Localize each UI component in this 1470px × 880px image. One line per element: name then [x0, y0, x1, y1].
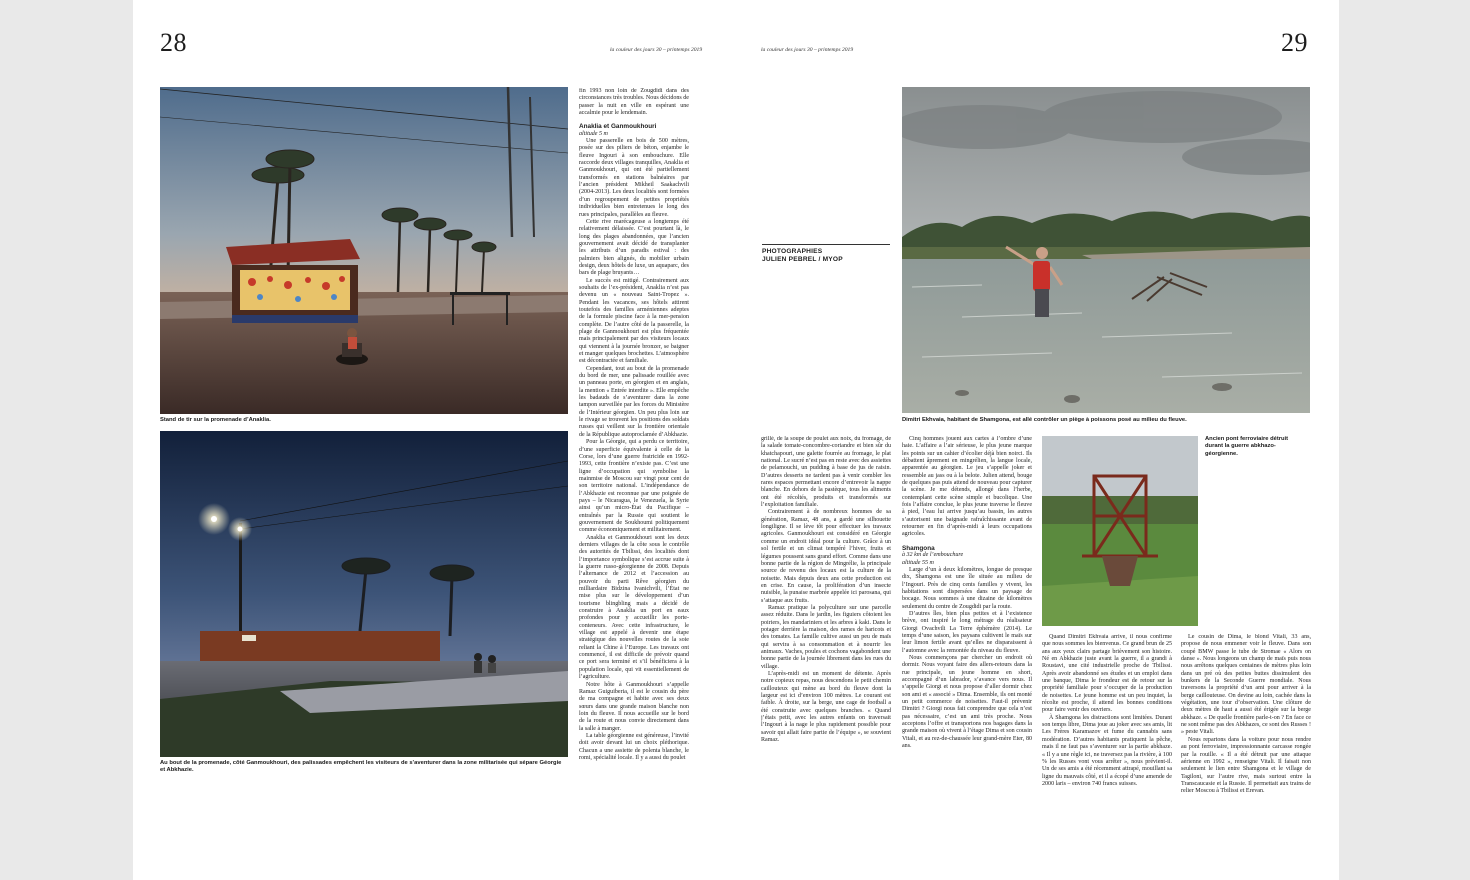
railway-bridge-illustration [1042, 436, 1198, 626]
photo-shooting-stand [160, 87, 568, 414]
paragraph: Ramaz pratique la polyculture sur une parcelle assez réduite. Dans le jardin, les figuiers côtoient les poiriers, les mandariniers et les arbres à kaki. Dans le potager derrière la maison, des rames de haricots et des tomates. La famille cultive aussi un peu de maïs qui servira à sa consommation et à nourrir les animaux. Vaches, poules et cochons vagabondent une bonne partie de la journée librement dans les rues du village. [761, 604, 891, 670]
photo-promenade-night [160, 431, 568, 757]
text-column-right-2 [902, 436, 1032, 873]
paragraph: Cinq hommes jouent aux cartes à l’ombre d’une haie. L’affaire a l’air sérieuse, le plus jeune marque les points sur un cahier d’écolier déjà bien noirci. Ils débattent âprement en mingrélien, la langue locale, apparentée au géorgien. Le jeu s’appelle joker et ressemble au jass ou à la belote. Julien attend, bouge de quelques pas puis attend de nouveau pour capturer la scène. Je me détends, allongé dans l’herbe, contemplant cette scène simple et bucolique. Une fois l’affaire conclue, le plus jeune traverse le fleuve à pied, l’eau lui arrive jusqu’au bassin, les autres s’autorisent une baignade rafraîchissante avant de retourner en fin d’après-midi à leurs occupations agricoles. [902, 436, 1032, 538]
paragraph: Anaklia et Ganmoukhouri sont les deux derniers villages de la côte sous le contrôle des autorités de Tbilissi, des localités dont l’importance symbolique s’est accrue suite à la guerre russo-géorgienne de 2008. Depuis l’alternance de 2012 et l’accession au pouvoir du parti Rêve géorgien du milliardaire Bidzina Ivanichvili, l’État ne mise plus sur le développement d’un tourisme blingbling mais a décidé de construire à Anaklia un port en eaux profondes pour y accueillir les porte-conteneurs. Avec cette infrastructure, le village est appelé à devenir une étape stratégique des nouvelles routes de la soie reliant la Chine à l’Europe. Les travaux ont commencé, il est difficile de prévoir quand ce port sera terminé et s’il bénéficiera à la population locale, qui vit essentiellement de l’agriculture. [579, 534, 689, 681]
paragraph: Le succès est mitigé. Contrairement aux souhaits de l’ex-président, Anaklia n’est pas devenu un « nouveau Saint-Tropez ». Pendant les vacances, ses hôtels attirent toutefois des familles arméniennes adeptes de la formule piscine face à la mer-pension complète. De l’autre côté de la passerelle, la plage de Ganmoukhouri est plus fréquentée mais principalement par des visiteurs locaux qui viennent à la journée bronzer, se baigner et manger quelques brochettes. L’atmosphère est décontractée et familiale. [579, 277, 689, 365]
photo-railway-bridge [1042, 436, 1198, 626]
paragraph: L’après-midi est un moment de détente. Après notre copieux repas, nous descendons le petit chemin caillouteux qui mène au bord du fleuve dont la largeur est ici d’environ 100 mètres. Le courant est faible. À droite, sur la berge, une cage de football a été construite avec quelques branches. « Quand j’étais petit, avec les autres enfants on traversait l’Ingouri à la nage le plus rapidement possible pour savoir qui allait faire partie de l’équipe », se souvient Ramaz. [761, 671, 891, 744]
text-column-right-1 [761, 436, 891, 873]
subheading-shamgona: Shamgona [902, 544, 935, 552]
paragraph: La table géorgienne est généreuse, l’invité doit avoir devant lui un choix pléthorique. Chacun a une assiette de polenta blanche, le romi, spécialité locale. Il y a aussi du poulet [579, 732, 689, 761]
subheading-anaklia: Anaklia et Ganmoukhouri [579, 123, 657, 131]
caption-railway-bridge: Ancien pont ferroviaire détruit durant la guerre abkhazo-géorgienne. [1205, 436, 1289, 457]
subheading-altitude: altitude 55 m [902, 559, 934, 566]
credit-label: PHOTOGRAPHIES [762, 248, 823, 255]
photo-river-fisherman [902, 87, 1310, 413]
text-column-right-3 [1042, 634, 1172, 873]
paragraph: D’autres îles, bien plus petites et à l’existence brève, ont inspiré le long métrage du réalisateur Giorgi Ovachvili La Terre éphémère (2014). Le temps d’une saison, les paysans cultivent le maïs sur leur limon fertile avant qu’elles ne disparaissent à l’automne avec la remontée du niveau du fleuve. [902, 610, 1032, 654]
subheading-distance: à 32 km de l’embouchure [902, 552, 964, 559]
paragraph: fin 1993 non loin de Zougdidi dans des circonstances très troubles. Nous décidons de passer la nuit en ville en espérant une accalmie pour le lendemain. [579, 88, 689, 117]
paragraph: Cette rive marécageuse a longtemps été relativement délaissée. C’est pourtant là, le long des plages abandonnées, que l’ancien gouvernement avait décidé de transplanter les attributs d’un paradis estival : des palmiers bien alignés, du mobilier urbain design, deux hôtels de luxe, un aquaparc, des bars de plage bruyants… [579, 218, 689, 277]
caption-promenade-night: Au bout de la promenade, côté Ganmoukhouri, des palissades empêchent les visiteurs de s’aventurer dans la zone militarisée qui sépare Géorgie et Abkhazie. [160, 760, 562, 774]
page-number-left: 28 [160, 28, 187, 57]
shooting-stand-illustration [160, 87, 568, 414]
paragraph: Quand Dimitri Ekhvaia arrive, il nous confirme que nous sommes les bienvenus. Ce grand brun de 25 ans aux yeux clairs partage brièvement son histoire. Né en Abkhazie juste avant la guerre, il a grandi à Roustavi, une cité industrielle proche de Tbilissi. Après avoir abandonné ses études et un emploi dans une banque, Dima le frondeur est de retour sur la propriété familiale pour s’occuper de la production de noisettes. Le jeune homme est un peu inquiet, la récolte est proche, il attend les bonnes conditions pour faire venir des ouvriers. [1042, 634, 1172, 714]
photo-credit [762, 248, 892, 264]
credit-name: JULIEN PEBREL / MYOP [762, 256, 843, 264]
text-column-left-page [579, 88, 689, 873]
credit-rule [762, 244, 890, 245]
subheading-altitude: altitude 5 m [579, 130, 608, 137]
paragraph: Pour la Géorgie, qui a perdu ce territoire, d’une superficie équivalente à celle de la Corse, lors d’une guerre fratricide en 1992-1993, cette frontière n’existe pas. C’est une ligne d’occupation qui symbolise la mainmise de Moscou sur vingt pour cent de son territoire national. L’indépendance de l’Abkhazie est reconnue par une poignée de pays – le Nicaragua, le Venezuela, la Syrie ainsi qu’un micro-État du Pacifique – entraînés par la Russie qui soutient le gouvernement de Soukhoumi politiquement comme économiquement et militairement. [579, 439, 689, 534]
text-column-right-4 [1181, 634, 1311, 873]
paragraph: grillé, de la soupe de poulet aux noix, du fromage, de la salade tomate-concombre-coriandre et bien sûr du khatchapouri, une galette fourrée au fromage, le plat national. Le sucré n’est pas en reste avec des assiettes de pelamouchi, un pudding à base de jus de raisin. D’autres desserts ne tardent pas à venir combler les rares espaces permettant encore d’entrevoir la nappe blanche. En dehors de la pastèque, tous les aliments ont été récoltés, produits et transformés sur l’exploitation familiale. [761, 436, 891, 509]
paragraph: À Shamgona les distractions sont limitées. Durant son temps libre, Dima joue au joker avec ses amis, lit Les Frères Karamazov et fume du cannabis sans modération. D’autres habitants pratiquent la pêche, mais il ne faut pas s’aventurer sur la partie abkhaze. « Il y a une règle ici, ne traversez pas la rivière, à 100 % les Russes vont vous arrêter », nous prévient-il. Un de ses amis a été récemment attrapé, mouillant sa ligne du mauvais côté, et il a écopé d’une amende de 2000 laris – environ 740 francs suisses. [1042, 714, 1172, 787]
paragraph: Notre hôte à Ganmoukhouri s’appelle Ramaz Guiguiberia, il est le cousin du père de ma compagne et habite avec ses deux sœurs dans une grande maison blanche non loin du fleuve. Il nous accueille sur le bord de la route et nous convie directement dans la salle à manger. [579, 681, 689, 732]
running-head-right: la couleur des jours 30 – printemps 2019 [761, 47, 854, 53]
caption-river-fisherman: Dimitri Ekhvaia, habitant de Shamgona, est allé contrôler un piège à poissons posé au milieu du fleuve. [902, 417, 1187, 423]
running-head-left: la couleur des jours 30 – printemps 2019 [610, 47, 703, 53]
paragraph: Nous repartons dans la voiture pour nous rendre au pont ferroviaire, impressionnante carcasse rongée par la rouille. « Il a été détruit par une attaque aérienne en 1992 », renseigne Vitali. Il faisait non seulement le lien entre Shamgona et le village de Tagiloni, sur l’autre rive, mais surtout entre la Transcaucasie et la Russie. Il permettait aux trains de relier Moscou à Tbilissi et Erevan. [1181, 736, 1311, 795]
magazine-spread [133, 0, 1339, 880]
promenade-night-illustration [160, 431, 568, 757]
paragraph: Nous commençons par chercher un endroit où dormir. Nous voyant faire des allers-retours dans la rue principale, un jeune homme en short, accompagné d’un labrador, s’avance vers nous. Il s’appelle Giorgi et nous propose d’aller dormir chez son ami et « associé » Dima. Ensemble, ils ont monté un petit commerce de noisettes. Faut-il prévenir Dimitri ? Giorgi nous fait comprendre que cela n’est pas nécessaire, c’est un ami très proche. Nous acceptons l’offre et transportons nos bagages dans la grande maison où vivent à l’étage Dima et son cousin Vitali, et au rez-de-chaussée leur grand-mère Eter, 80 ans. [902, 654, 1032, 750]
paragraph: Contrairement à de nombreux hommes de sa génération, Ramaz, 48 ans, a gardé une silhouette longiligne. Il se lève tôt pour effectuer les travaux agricoles. Ganmoukhouri est considéré en Géorgie comme un endroit idéal pour la culture. Grâce à un sol fertile et un climat tempéré l’hiver, fruits et légumes poussent sans grand effort. Comme dans une bonne partie de la région de Mingrélie, la principale source de revenu des locaux est la culture de la noisette. Mais depuis deux ans cette production est en crise. En cause, la prolifération d’un insecte nuisible, la punaise marbrée appelée ici parosana, qui s’attaque aux fruits. [761, 509, 891, 604]
river-fisherman-illustration [902, 87, 1310, 413]
paragraph: Le cousin de Dima, le blond Vitali, 33 ans, propose de nous emmener voir le fleuve. Dans son coupé BMW passe le tube de Stromae « Alors on danse ». Nous longeons un champ de maïs puis nous nous arrêtons quelques centaines de mètres plus loin dans un pré où des petites buttes dissimulent des bunkers de la Seconde Guerre mondiale. Nous traversons la propriété d’un ami pour arriver à la berge caillouteuse. On devine au loin, cachée dans la végétation, une tour d’observation. Une clôture de deux mètres de haut a aussi été érigée sur la berge abkhaze. « De quelle frontière parle-t-on ? En face ce ne sont même pas des Abkhazes, ce sont des Russes ! » peste Vitali. [1181, 634, 1311, 736]
paragraph: Large d’un à deux kilomètres, longue de presque dix, Shamgona est une île située au milieu de l’Ingouri. Près de cinq cents familles y vivent, les habitations sont dispersées dans un paysage de bocage. Nous sommes à une dizaine de kilomètres seulement du centre de Zougdidi par la route. [902, 566, 1032, 610]
paragraph: Cependant, tout au bout de la promenade du bord de mer, une palissade rouillée avec un panneau porte, en géorgien et en anglais, la mention « Entrée interdite ». Elle empêche les badauds de s’aventurer dans la zone tampon surveillée par les forces du Ministère de l’Intérieur géorgien. Un peu plus loin sur le rivage se trouvent les positions des soldats russes qui veillent sur la frontière orientale de la République autoproclamée d’Abkhazie. [579, 365, 689, 438]
page-number-right: 29 [1281, 28, 1308, 57]
paragraph: Une passerelle en bois de 500 mètres, posée sur des piliers de béton, enjambe le fleuve Ingouri à son embouchure. Elle raccorde deux villages tranquilles, Anaklia et Ganmoukhouri, qui ont été partiellement transformés en stations balnéaires par l’ancien président Mikheil Saakachvili (2004-2013). Les deux localités sont formées d’un regroupement de petites propriétés individuelles bien entretenues le long des rues principales, parallèles au fleuve. [579, 138, 689, 218]
caption-shooting-stand: Stand de tir sur la promenade d’Anaklia. [160, 417, 271, 423]
